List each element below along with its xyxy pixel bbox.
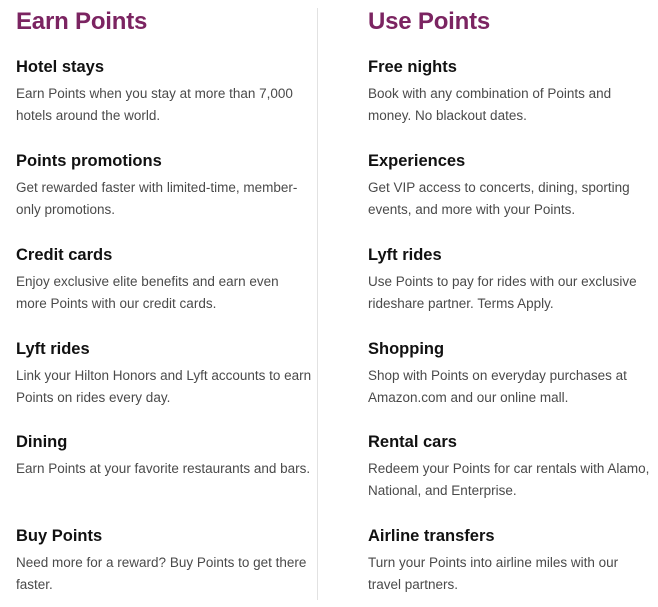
use-item-lyft-rides xyxy=(368,244,653,315)
earn-points-section xyxy=(16,0,312,592)
item-description: Book with any combination of Points and money. No blackout dates. xyxy=(368,86,612,123)
item-title: Rental cars xyxy=(368,433,457,451)
item-title: Dining xyxy=(16,433,68,451)
item-description: Earn Points when you stay at more than 7,000 hotels around the world. xyxy=(16,86,293,123)
item-description: Need more for a reward? Buy Points to get there faster. xyxy=(16,555,307,592)
item-description: Shop with Points on everyday purchases at Amazon.com and our online mall. xyxy=(368,368,627,405)
item-description: Earn Points at your favorite restaurants and bars. xyxy=(16,461,311,476)
use-points-heading: Use Points xyxy=(368,8,491,35)
earn-item-hotel-stays xyxy=(16,56,312,127)
item-description: Link your Hilton Honors and Lyft accounts to earn Points on rides every day. xyxy=(16,368,312,405)
item-title: Shopping xyxy=(368,340,445,358)
earn-points-heading: Earn Points xyxy=(16,8,148,35)
item-description: Get VIP access to concerts, dining, sporting events, and more with your Points. xyxy=(368,180,630,217)
use-item-rental-cars xyxy=(368,431,653,502)
earn-item-dining xyxy=(16,431,312,480)
item-title: Hotel stays xyxy=(16,58,105,76)
use-item-airline-transfers xyxy=(368,525,653,596)
use-item-experiences xyxy=(368,150,653,221)
use-item-shopping xyxy=(368,338,653,409)
use-item-free-nights xyxy=(368,56,653,127)
item-title: Points promotions xyxy=(16,152,162,170)
item-description: Get rewarded faster with limited-time, member-only promotions. xyxy=(16,180,298,217)
earn-item-points-promotions xyxy=(16,150,312,221)
item-description: Redeem your Points for car rentals with Alamo, National, and Enterprise. xyxy=(368,461,650,498)
item-description: Enjoy exclusive elite benefits and earn even more Points with our credit cards. xyxy=(16,274,279,311)
item-title: Free nights xyxy=(368,58,457,76)
item-description: Use Points to pay for rides with our exclusive rideshare partner. Terms Apply. xyxy=(368,274,637,311)
column-divider xyxy=(317,8,318,600)
item-title: Buy Points xyxy=(16,527,103,545)
item-title: Experiences xyxy=(368,152,466,170)
item-title: Lyft rides xyxy=(16,340,90,358)
item-title: Airline transfers xyxy=(368,527,495,545)
use-points-section xyxy=(368,0,653,592)
item-title: Lyft rides xyxy=(368,246,442,264)
earn-item-buy-points xyxy=(16,525,312,596)
item-title: Credit cards xyxy=(16,246,113,264)
item-description: Turn your Points into airline miles with our travel partners. xyxy=(368,555,619,592)
earn-item-credit-cards xyxy=(16,244,312,315)
earn-item-lyft-rides xyxy=(16,338,312,409)
